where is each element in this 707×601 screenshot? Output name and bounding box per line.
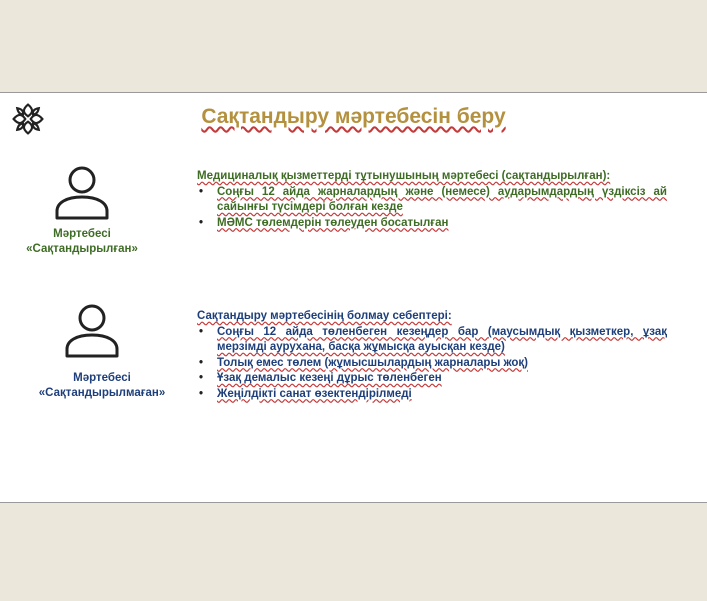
- list-item: • Жеңілдікті санат өзектендірілмеді: [197, 387, 667, 403]
- insured-caption: [12, 227, 152, 257]
- slide: [0, 92, 707, 503]
- list-item: • Толық емес төлем (жұмысшылардың жарналары жоқ): [197, 356, 667, 372]
- uninsured-caption: [22, 371, 182, 401]
- list-item: • Ұзақ демалыс кезеңі дұрыс төленбеген: [197, 371, 667, 387]
- person-icon: [62, 299, 122, 359]
- uninsured-list: [197, 325, 667, 403]
- insured-caption-line1: Мәртебесі: [53, 228, 111, 240]
- uninsured-heading: Сақтандыру мәртебесінің болмау себептері:: [197, 310, 452, 322]
- list-item: • Соңғы 12 айда жарналардың және (немесе) аударымдардың үздіксіз ай сайынғы түсімдері болған кезде: [197, 185, 667, 216]
- uninsured-block: [197, 309, 667, 402]
- top-background: [0, 0, 707, 92]
- list-item: • МӘМС төлемдерін төлеуден босатылған: [197, 216, 667, 232]
- page-title: Сақтандыру мәртебесін беру: [201, 105, 506, 128]
- bottom-background: [0, 503, 707, 601]
- insured-caption-line2: «Сақтандырылған»: [26, 243, 138, 255]
- uninsured-caption-line2: «Сақтандырылмаған»: [38, 387, 166, 399]
- list-item: • Соңғы 12 айда төленбеген кезеңдер бар (маусымдық қызметкер, ұзақ мерзімді ауруxана, басқа жұмысқа ауысқан кезде): [197, 325, 667, 356]
- person-icon: [52, 161, 112, 221]
- insured-list: [197, 185, 667, 232]
- insured-block: [197, 169, 667, 231]
- insured-heading: Медициналық қызметтерді тұтынушының мәртебесі (сақтандырылған):: [197, 170, 611, 182]
- uninsured-caption-line1: Мәртебесі: [73, 372, 131, 384]
